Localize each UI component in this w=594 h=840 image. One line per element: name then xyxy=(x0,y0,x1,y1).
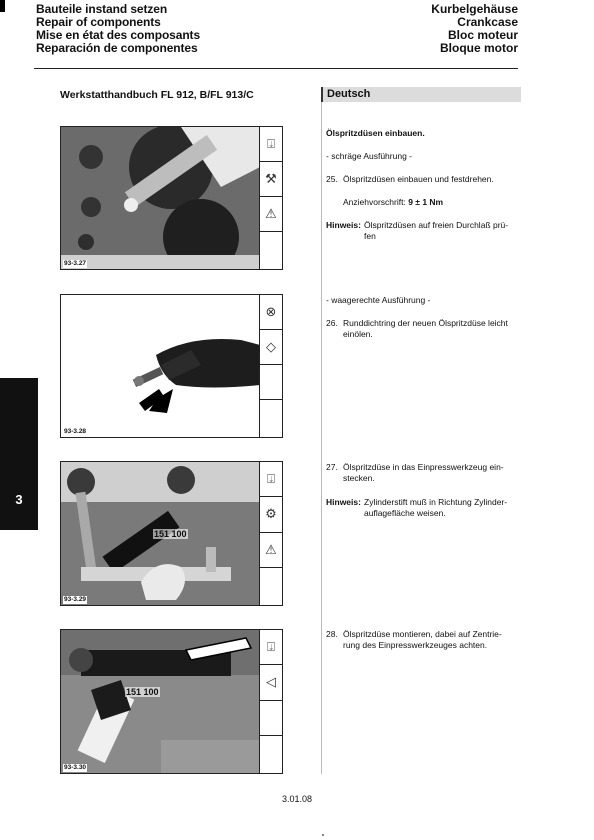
warning-icon: ⚠ xyxy=(260,533,282,568)
header-left-es: Reparación de componentes xyxy=(36,41,198,55)
page-number: 3.01.08 xyxy=(281,794,313,804)
step-text: Ölspritzdüse montieren, dabei auf Zentrie-rung des Einpresswerkzeuges achten. xyxy=(343,629,502,650)
figure-93-3-30 xyxy=(60,629,283,774)
step-26 xyxy=(326,318,518,340)
figure-93-3-27 xyxy=(60,126,283,270)
header-right-en: Crankcase xyxy=(457,15,518,29)
step-text: Ölspritzdüse in das Einpresswerkzeug ein-stecken. xyxy=(343,462,504,483)
section-heading: Ölspritzdüsen einbauen. xyxy=(326,128,425,138)
spec-value: 9 ± 1 Nm xyxy=(408,197,444,207)
figure-sidebar xyxy=(259,630,282,773)
hint-2 xyxy=(326,497,518,519)
step-28 xyxy=(326,629,518,651)
hint-text: Ölspritzdüsen auf freien Durchlaß prü-fen xyxy=(364,220,509,241)
torque-wrench-icon: ⚒ xyxy=(260,162,282,197)
torque-spec xyxy=(343,197,535,208)
figure-number: 93-3.29 xyxy=(64,596,87,603)
header-rule xyxy=(34,68,518,69)
step-number: 27. xyxy=(326,462,338,472)
press-in-icon: ◁ xyxy=(260,665,282,700)
empty-cell xyxy=(260,365,282,400)
figure-number: 93-3.28 xyxy=(64,428,87,435)
header-left-en: Repair of components xyxy=(36,15,161,29)
install-icon: ⍗ xyxy=(260,127,282,162)
column-divider xyxy=(321,102,322,774)
header-right xyxy=(431,3,518,55)
language-label: Deutsch xyxy=(327,88,371,100)
empty-cell xyxy=(260,736,282,770)
header-left-de: Bauteile instand setzen xyxy=(36,2,168,16)
figure-sidebar xyxy=(259,295,282,437)
step-27 xyxy=(326,462,518,484)
hint-label: Hinweis: xyxy=(326,220,361,230)
install-icon: ⍗ xyxy=(260,630,282,665)
header-right-es: Bloque motor xyxy=(440,41,518,55)
scan-dot xyxy=(322,834,324,836)
header-left xyxy=(36,3,200,55)
empty-cell xyxy=(260,400,282,434)
header-right-fr: Bloc moteur xyxy=(447,28,518,42)
figure-number: 93-3.27 xyxy=(64,260,87,267)
section-tab xyxy=(0,378,38,530)
install-icon: ⍗ xyxy=(260,462,282,497)
figure-93-3-29 xyxy=(60,461,283,606)
hint-1 xyxy=(326,220,518,242)
header-left-fr: Mise en état des composants xyxy=(36,28,201,42)
figure-sidebar xyxy=(259,462,282,605)
step-text: Runddichtring der neuen Ölspritzdüse leicht einölen. xyxy=(343,318,508,339)
figure-93-3-28 xyxy=(60,294,283,438)
tool-label: 151 100 xyxy=(154,529,187,539)
manual-subtitle: Werkstatthandbuch FL 912, B/FL 913/C xyxy=(60,89,254,101)
variant-label: - schräge Ausführung - xyxy=(326,151,412,161)
warning-icon: ⚠ xyxy=(260,197,282,232)
spec-label: Anziehvorschrift: xyxy=(343,197,406,207)
photo-nozzle-mounting xyxy=(61,630,260,773)
section-tab-number: 3 xyxy=(15,492,23,507)
header-right-de: Kurbelgehäuse xyxy=(431,2,518,16)
figure-sidebar xyxy=(259,127,282,269)
language-bar xyxy=(321,87,521,102)
hint-label: Hinweis: xyxy=(326,497,361,507)
hint-text: Zylinderstift muß in Richtung Zylinder-auflagefläche weisen. xyxy=(364,497,508,518)
variant-label: - waagerechte Ausführung - xyxy=(326,295,431,305)
step-number: 28. xyxy=(326,629,338,639)
step-25 xyxy=(326,174,518,185)
oil-drop-icon: ◇ xyxy=(260,330,282,365)
step-number: 25. xyxy=(326,174,338,184)
empty-cell xyxy=(260,232,282,266)
corner-mark xyxy=(0,0,5,12)
empty-cell xyxy=(260,568,282,602)
figure-number: 93-3.30 xyxy=(64,764,87,771)
spanner-icon: ⚙ xyxy=(260,497,282,532)
tool-label: 151 100 xyxy=(126,687,159,697)
photo-crankcase-bore xyxy=(61,127,260,269)
no-oil-icon: ⊗ xyxy=(260,295,282,330)
photo-oil-nozzle xyxy=(61,295,260,437)
empty-cell xyxy=(260,701,282,736)
step-number: 26. xyxy=(326,318,338,328)
step-text: Ölspritzdüsen einbauen und festdrehen. xyxy=(343,174,494,184)
